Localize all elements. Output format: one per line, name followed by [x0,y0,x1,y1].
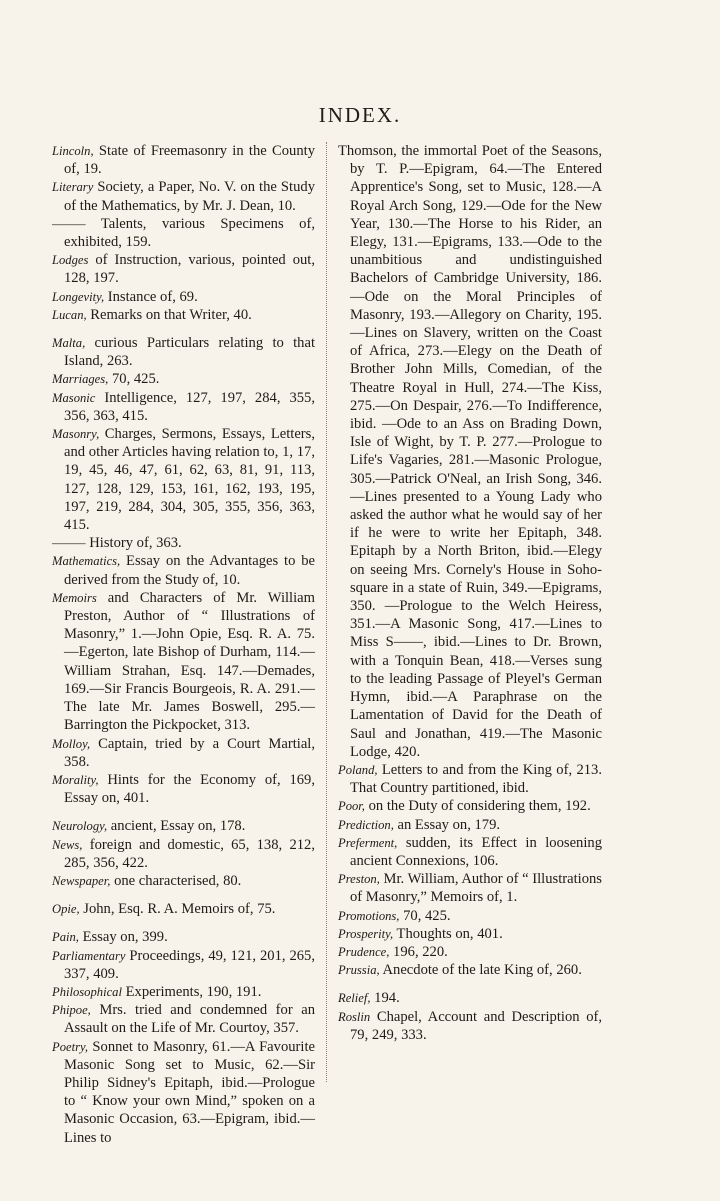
index-entry-heading: Mathematics, [52,554,121,569]
index-entry [52,534,315,552]
index-entry [52,735,315,771]
index-entry-text: Captain, tried by a Court Martial, 358. [64,735,315,770]
index-entry-text: Society, a Paper, No. V. on the Study of the Mathematics, by Mr. J. Dean, 10. [64,179,315,214]
index-entry [52,288,315,306]
index-entry-heading: ——— [52,536,86,551]
index-entry-text: Letters to and from the King of, 213. That Country partitioned, ibid. [350,761,602,797]
index-entry-text: of Instruction, various, pointed out, 128, 197. [64,252,315,287]
index-entry [52,771,315,807]
index-entry [52,142,315,178]
index-entry-heading: Pain, [52,930,79,945]
index-entry-heading: Masonic [52,390,96,405]
index-entry-heading: Prosperity, [338,926,394,941]
index-entry-text: Intelligence, 127, 197, 284, 355, 356, 363, 415. [64,389,315,424]
index-entry-heading: Molloy, [52,736,91,751]
index-entry-text: State of Freemasonry in the County of, 19. [64,143,315,178]
index-entry-heading: Memoirs [52,590,97,605]
index-entry [52,947,315,983]
index-entry [338,816,602,834]
index-entry-text: and Characters of Mr. William Preston, Author of “ Illustrations of Masonry,” 1.—John Opie, Esq. R. A. 75.—Egerton, late Bishop of Durham, 114.—William Strahan, Esq. 147.—Demades, 169.—Sir Francis Bourgeois, R. A. 291.—The late Mr. James Boswell, 295.—Barrington the Pickpocket, 313. [64,589,315,734]
index-entry [338,797,602,815]
index-entry [52,552,315,588]
index-entry-text: Charges, Sermons, Essays, Letters, and other Articles having relation to, 1, 17, 19, 45, 46, 47, 61, 62, 63, 81, 91, 113, 127, 128, 129, 153, 161, 162, 193, 195, 197, 219, 284, 304, 305, 355, 356, 363, 415. [64,426,315,534]
index-entry-heading: Neurology, [52,819,108,834]
index-entry [52,928,315,946]
index-entry-text: Essay on the Advantages to be derived from the Study of, 10. [64,553,315,588]
index-entry-heading: Poland, [338,762,378,777]
index-entry-text: 70, 425. [399,907,451,924]
index-entry-heading: Literary [52,180,94,195]
index-entry-text: curious Particulars relating to that Island, 263. [64,335,315,370]
index-entry-heading: Malta, [52,336,86,351]
index-entry [338,761,602,797]
index-entry-text: 194. [370,990,400,1007]
index-entry [338,925,602,943]
index-entry-text: an Essay on, 179. [393,816,501,833]
index-entry-text: Mrs. tried and condemned for an Assault on the Life of Mr. Courtoy, 357. [64,1002,315,1037]
index-entry [52,334,315,370]
index-entry-heading: Lodges [52,253,89,268]
index-entry-heading: Phipoe, [52,1003,91,1018]
index-entry [52,589,315,735]
index-entry [52,983,315,1001]
index-entry [338,1008,602,1044]
index-entry [338,961,602,979]
index-entry [338,943,602,961]
index-entry-heading: Preferment, [338,835,398,850]
index-entry-text: one characterised, 80. [110,872,242,889]
index-entry [52,817,315,835]
index-entry-heading: News, [52,837,83,852]
index-entry-text: Thoughts on, 401. [393,925,503,942]
index-entry [52,1001,315,1037]
index-entry-text: Thomson, the immortal Poet of the Seasons, by T. P.—Epigram, 64.—The Entered Apprentice's Song, set to Music, 128.—A Royal Arch Song, 129.—Ode for the New Year, 130.—The Horse to his Rider, an Elegy, 131.—Epigrams, 133.—Ode to the unambitious and undistinguished Bachelors of Cambridge University, 186.—Ode on the Moral Principles of Masonry, 193.—Allegory on Charity, 195.—Lines on Slavery, written on the Coast of Africa, 273.—Elegy on the Death of Brother John Mills, Comedian, of the Theatre Royal in Hull, 274.—The Kiss, 275.—On Despair, 276.—To Indifference, ibid. —Ode to an Ass on Brading Down, Isle of Wight, by T. P. 277.—Prologue to Life's Vagaries, 281.—Masonic Prologue, 305.—Patrick O'Neal, an Irish Song, 346.—Lines presented to a Young Lady who asked the author what he would say of her if he were to write her Epitaph, 348. Epitaph by a North Briton, ibid.—Elegy on seeing Mrs. Cornely's House in Soho-square in a state of Ruin, 349.—Epigrams, 350. —Prologue to the Welch Heiress, 351.—A Masonic Song, 417.—Lines to Miss S——, ibid.—Lines to Dr. Brown, with a Tonquin Bean, 418.—Verses sung to the leading Passage of Pleyel's German Hymn, ibid.—A Paraphrase on the Lamentation of David for the Death of Saul and Jonathan, 419.—The Masonic Lodge, 420. [338,143,602,760]
index-entry [338,907,602,925]
index-entry-text: History of, 363. [85,535,182,552]
index-entry-heading: Lincoln, [52,144,94,158]
index-entry-heading: Preston, [338,872,380,887]
index-entry-heading: Newspaper, [52,873,111,888]
index-entry [338,142,602,761]
index-entry [52,1038,315,1147]
index-entry-text: Experiments, 190, 191. [121,983,262,1000]
index-entry-text: Proceedings, 49, 121, 201, 265, 337, 409. [64,947,315,982]
index-entry-heading: Morality, [52,772,99,787]
index-entry [52,836,315,872]
index-entry-heading: Marriages, [52,372,109,387]
index-entry-text: Essay on, 399. [78,929,168,946]
index-entry [52,425,315,534]
index-column-right [338,142,602,1044]
index-column-left [52,142,315,1147]
index-entry-heading: Parliamentary [52,948,126,963]
index-entry [52,251,315,287]
column-divider [326,142,327,1082]
index-entry-heading: Masonry, [52,427,100,442]
index-entry [52,900,315,918]
page-title: INDEX. [318,103,402,127]
index-entry [338,834,602,870]
index-entry-text: Chapel, Account and Description of, 79, 249, 333. [350,1008,602,1043]
index-entry [52,389,315,425]
index-entry-heading: Lucan, [52,307,87,322]
index-entry-heading: Prediction, [338,817,394,832]
index-entry [52,215,315,251]
index-entry-text: sudden, its Effect in loosening ancient Connexions, 106. [350,834,602,869]
index-entry-text: 70, 425. [108,371,160,388]
index-entry-text: Anecdote of the late King of, 260. [379,962,582,979]
index-entry-text: Hints for the Economy of, 169, Essay on, 401. [64,771,315,807]
index-entry [338,989,602,1007]
index-entry-text: Mr. William, Author of “ Illustrations of Masonry,” Memoirs of, 1. [350,871,602,906]
index-entry-text: Remarks on that Writer, 40. [86,306,252,323]
index-entry-heading: Roslin [338,1009,371,1024]
index-entry [52,872,315,890]
index-entry [52,178,315,214]
index-entry-heading: Relief, [338,991,371,1006]
index-entry-text: Talents, various Specimens of, exhibited, 159. [64,215,315,251]
index-entry-heading: Opie, [52,902,80,917]
index-entry-text: John, Esq. R. A. Memoirs of, 75. [79,901,276,918]
index-entry-text: ancient, Essay on, 178. [107,818,246,835]
index-entry [52,370,315,388]
index-entry-text: Sonnet to Masonry, 61.—A Favourite Masonic Song set to Music, 62.—Sir Philip Sidney's Epitaph, ibid.—Prologue to “ Know your own Mind,” spoken on a Masonic Occasion, 63.—Epigram, ibid.—Lines to [64,1038,315,1146]
index-entry-heading: Longevity, [52,289,105,304]
index-entry-heading: ——— [52,216,86,231]
index-entry [52,306,315,324]
index-entry [338,870,602,906]
index-entry-heading: Philosophical [52,984,122,999]
index-entry-text: Instance of, 69. [104,288,198,305]
index-entry-heading: Prudence, [338,944,390,959]
index-entry-heading: Poor, [338,799,365,814]
index-entry-heading: Promotions, [338,908,400,923]
index-entry-text: foreign and domestic, 65, 138, 212, 285, 356, 422. [64,836,315,871]
index-entry-heading: Poetry, [52,1039,89,1054]
index-entry-text: 196, 220. [389,943,448,960]
index-entry-heading: Prussia, [338,963,380,978]
index-entry-text: on the Duty of considering them, 192. [364,798,591,815]
